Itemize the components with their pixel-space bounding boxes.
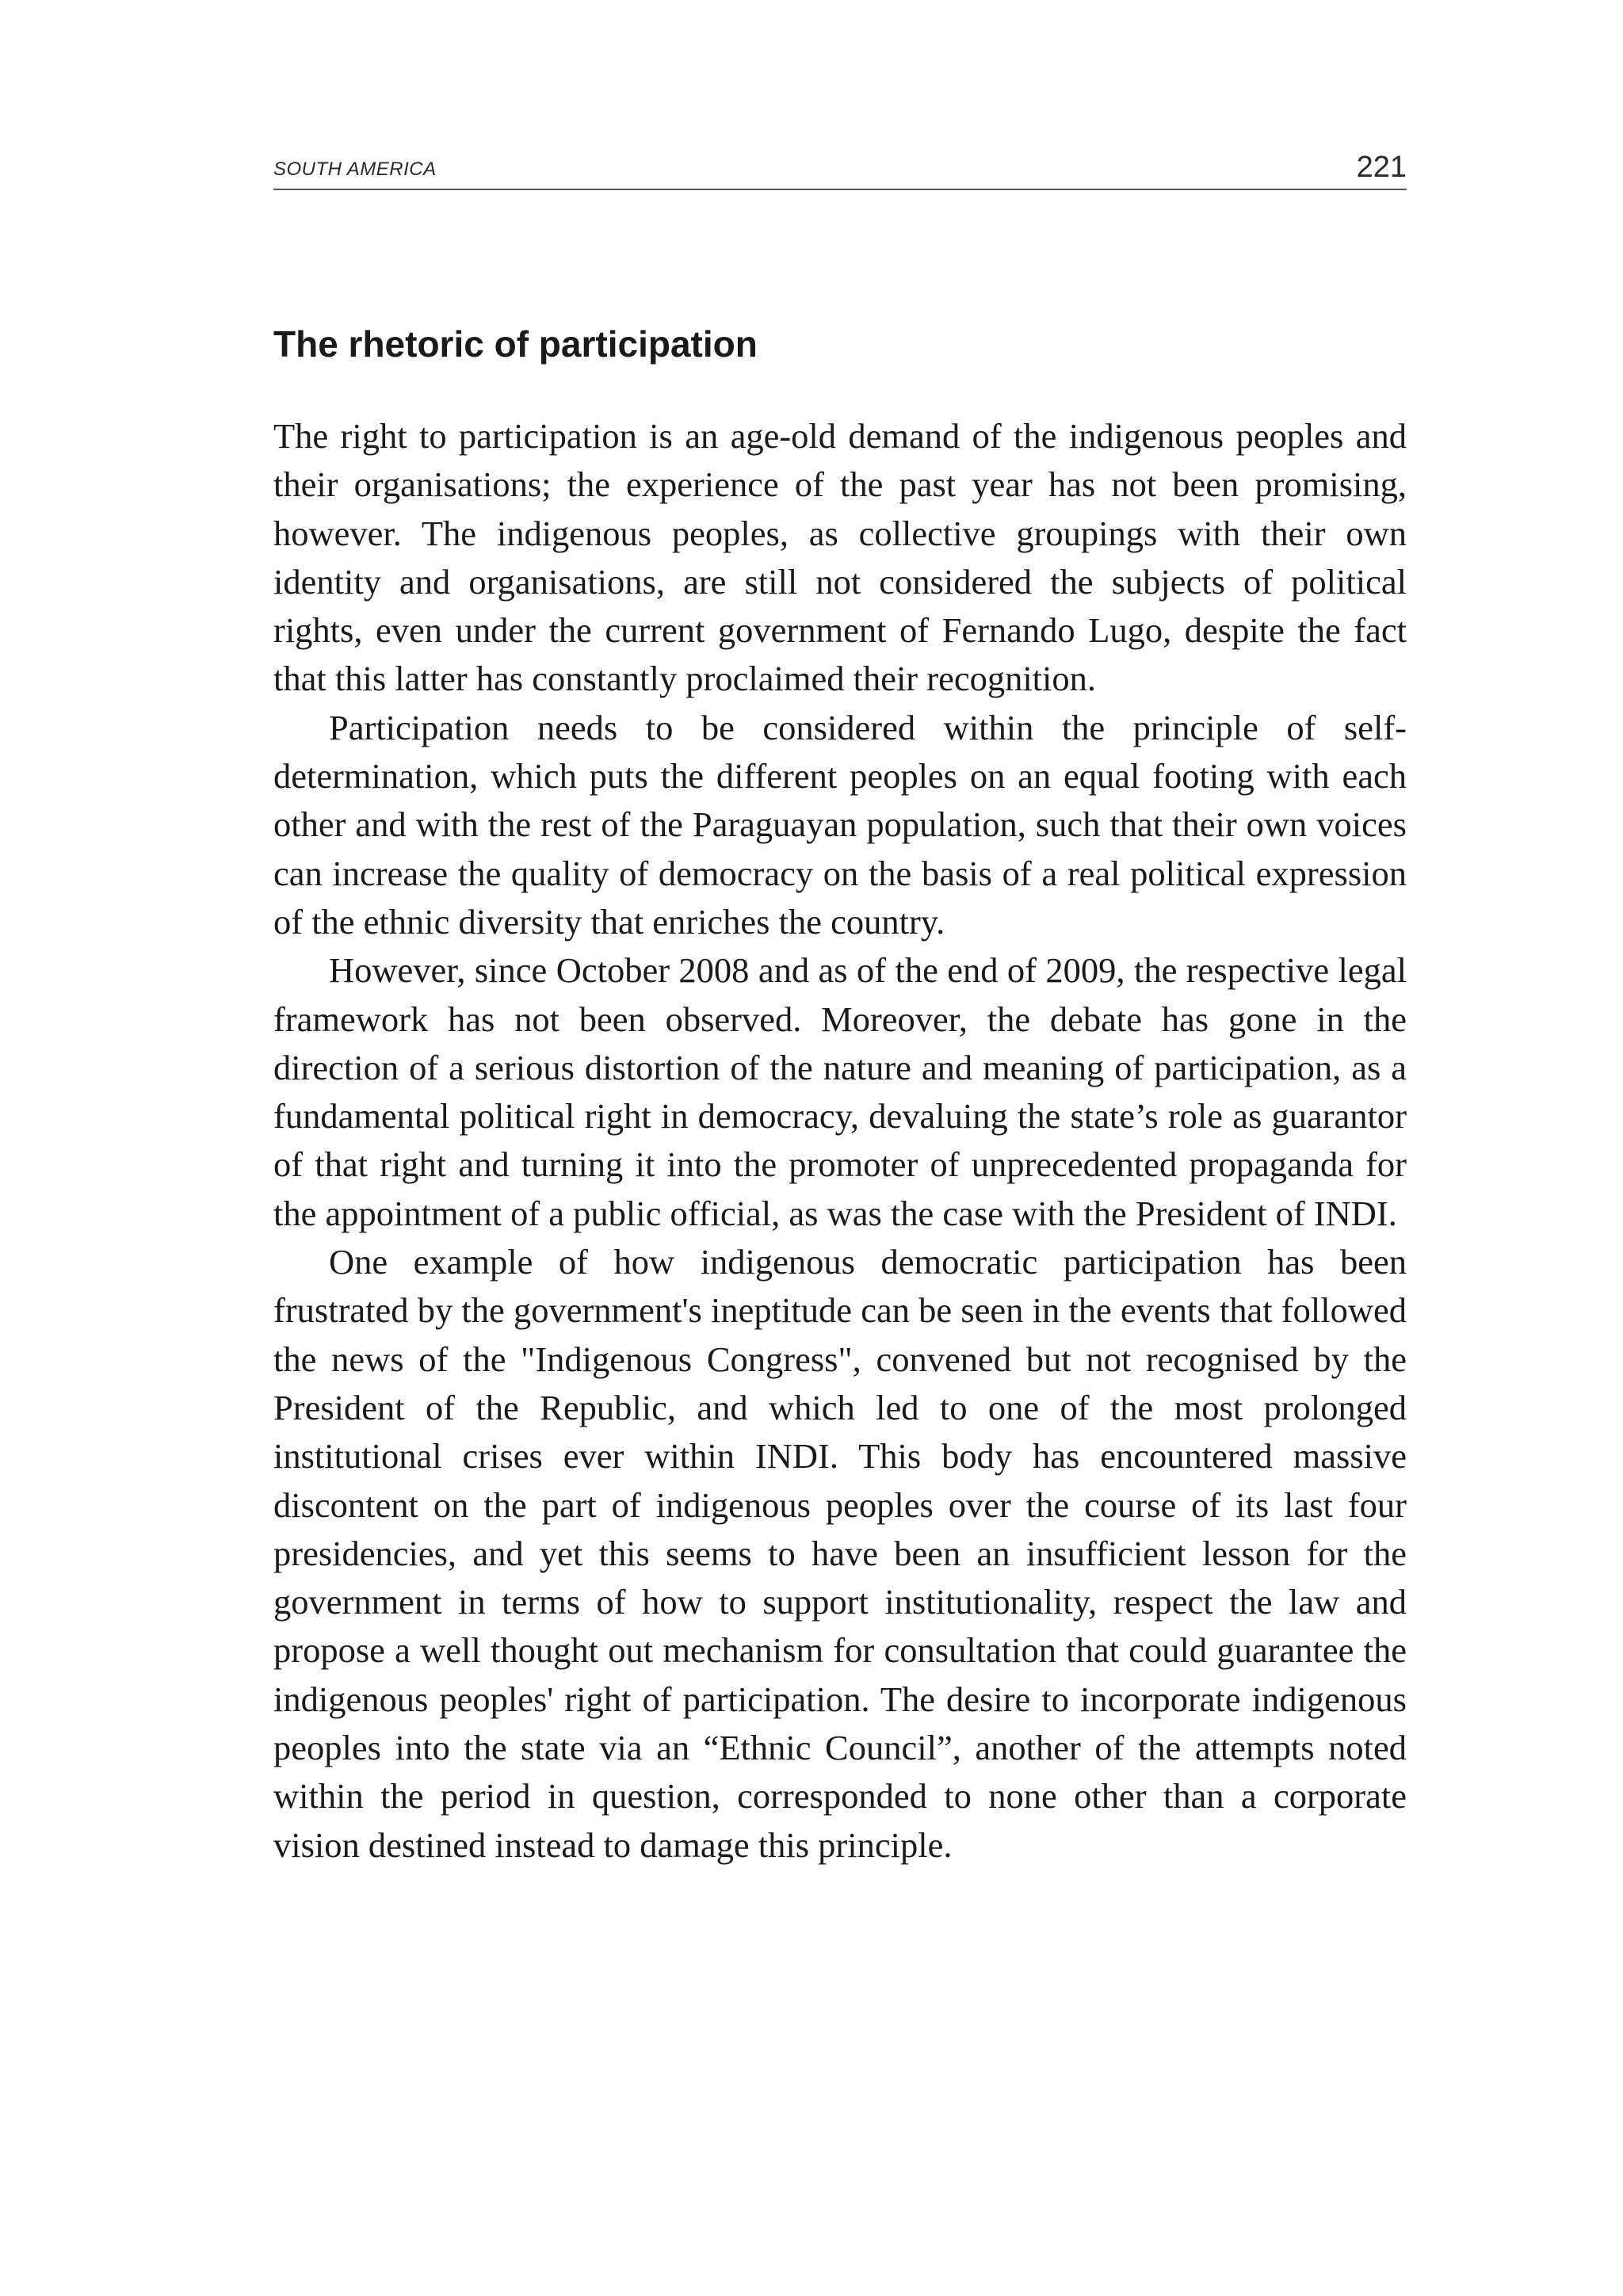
running-header	[273, 151, 1407, 190]
paragraph-1: The right to participation is an age-old demand of the indigenous peoples and their organisations; the experience of the past year has not been promising, however. The indigenous peoples, as collective groupings with their own identity and organisations, are still not considered the subjects of political rights, even under the current government of Fernando Lugo, despite the fact that this latter has constantly proclaimed their recognition.	[273, 416, 1407, 699]
section-heading: The rhetoric of participation	[273, 323, 758, 365]
paragraph-4: One example of how indigenous democratic participation has been frustrated by the government's ineptitude can be seen in the events that followed the news of the "Indigenous Congress", convened but not recognised by the President of the Republic, and which led to one of the most prolonged institutional crises ever within INDI. This body has encountered massive discontent on the part of indigenous peoples over the course of its last four presidencies, and yet this seems to have been an insufficient lesson for the government in terms of how to support institutionality, respect the law and propose a well thought out mechanism for consultation that could guarantee the indigenous peoples' right of participation. The desire to incorporate indigenous peoples into the state via an “Ethnic Council”, another of the attempts noted within the period in question, corresponded to none other than a corporate vision destined instead to damage this principle.	[273, 1242, 1407, 1865]
page-number: 221	[1356, 151, 1407, 184]
running-section-title: SOUTH AMERICA	[273, 159, 437, 180]
book-page	[273, 151, 1407, 1870]
paragraph-3: However, since October 2008 and as of the end of 2009, the respective legal framework has not been observed. Moreover, the debate has gone in the direction of a serious distortion of the nature and meaning of participation, as a fundamental political right in democracy, devaluing the state’s role as guarantor of that right and turning it into the promoter of unprecedented propaganda for the appointment of a public official, as was the case with the President of INDI.	[273, 950, 1407, 1233]
body-text	[273, 412, 1407, 1870]
paragraph-2: Participation needs to be considered within the principle of self-determination, which puts the different peoples on an equal footing with each other and with the rest of the Paraguayan population, such that their own voices can increase the quality of democracy on the basis of a real political expression of the ethnic diversity that enriches the country.	[273, 707, 1407, 942]
